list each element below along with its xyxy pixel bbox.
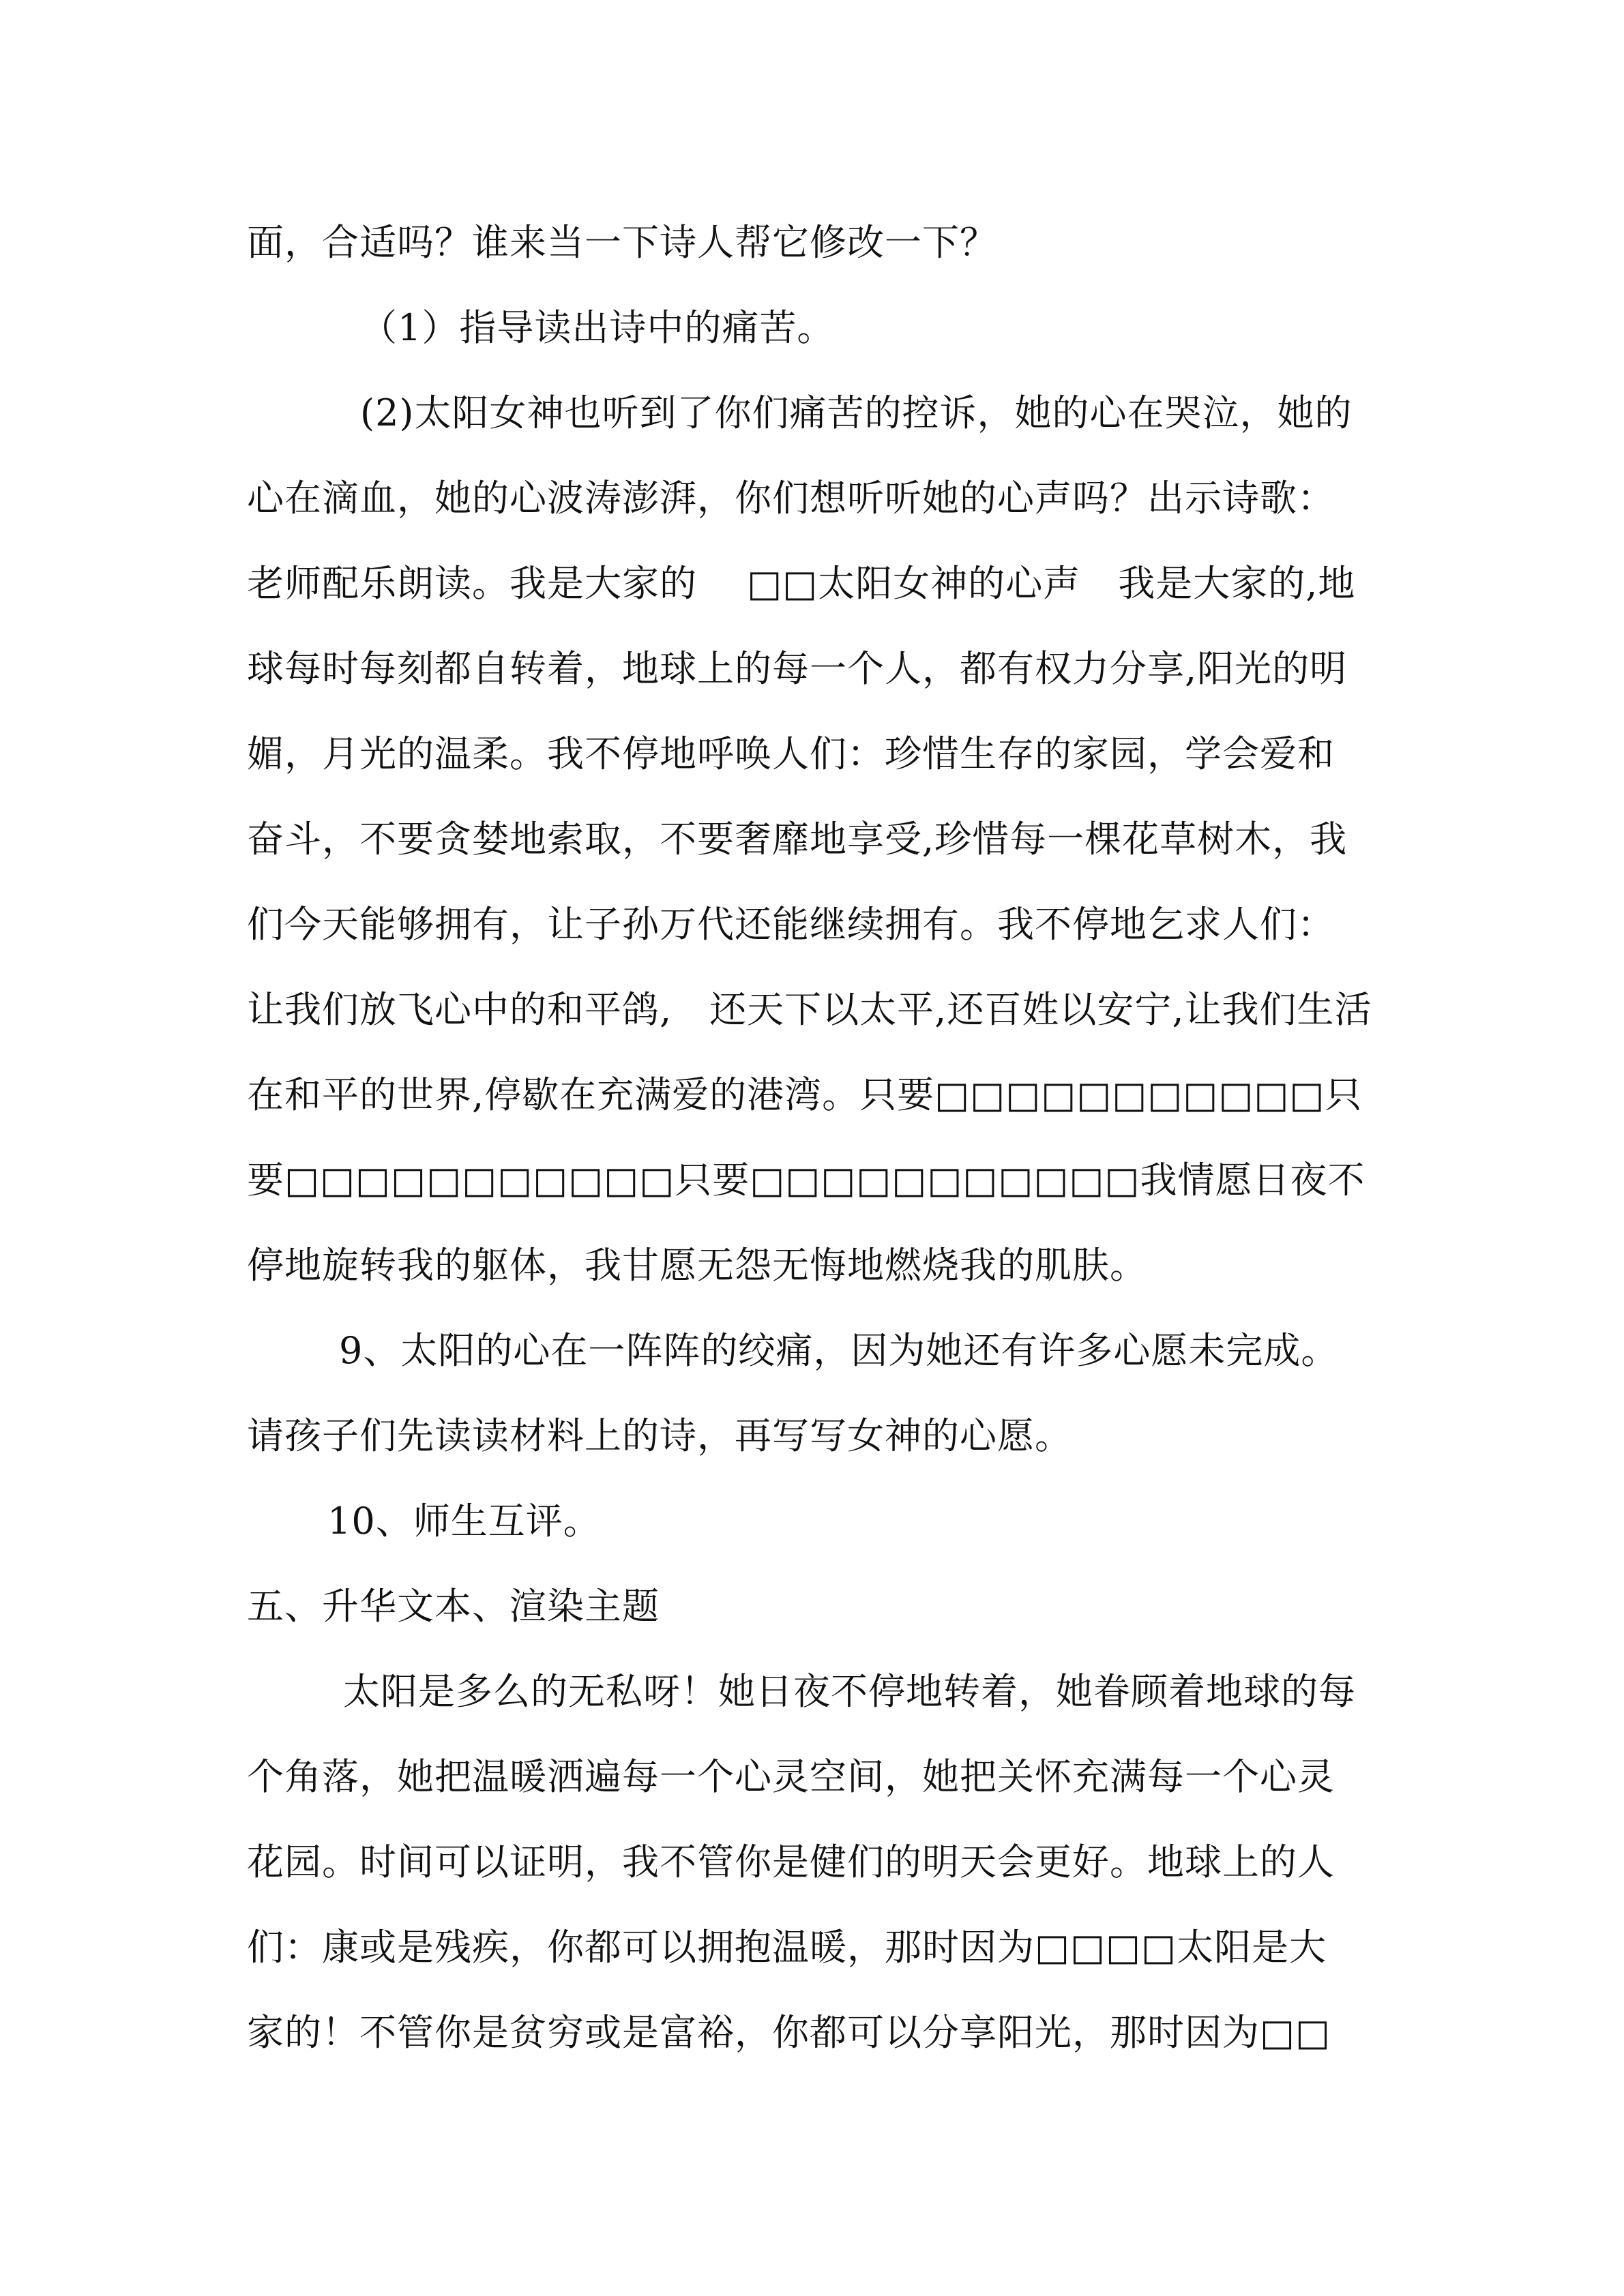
text-line: 们今天能够拥有，让子孙万代还能继续拥有。我不停地乞求人们： <box>247 903 1335 946</box>
section-heading: 五、升华文本、渲染主题 <box>247 1585 660 1628</box>
text-line: 花园。时间可以证明，我不管你是健们的明天会更好。地球上的人 <box>247 1840 1335 1883</box>
text-line: 请孩子们先读读材料上的诗，再写写女神的心愿。 <box>247 1414 1072 1457</box>
text-line: （1）指导读出诗中的痛苦。 <box>360 306 835 349</box>
text-line: 太阳是多么的无私呀！她日夜不停地转着，她眷顾着地球的每 <box>343 1670 1356 1713</box>
text-line: 让我们放飞心中的和平鸽, 还天下以太平,还百姓以安宁,让我们生活 <box>247 988 1372 1031</box>
text-line: (2)太阳女神也听到了你们痛苦的控诉，她的心在哭泣，她的 <box>360 391 1353 434</box>
text-line: 要□□□□□□□□□□□只要□□□□□□□□□□□我情愿日夜不 <box>247 1159 1365 1202</box>
text-line: 面，合适吗？谁来当一下诗人帮它修改一下？ <box>247 221 997 264</box>
text-line: 在和平的世界,停歇在充满爱的港湾。只要□□□□□□□□□□□只 <box>247 1073 1363 1116</box>
text-line: 10、师生互评。 <box>327 1500 601 1542</box>
text-line: 奋斗，不要贪婪地索取，不要奢靡地享受,珍惜每一棵花草树木，我 <box>247 818 1348 861</box>
text-line: 停地旋转我的躯体，我甘愿无怨无悔地燃烧我的肌肤。 <box>247 1244 1147 1287</box>
text-line: 9、太阳的心在一阵阵的绞痛，因为她还有许多心愿未完成。 <box>339 1329 1339 1372</box>
text-line: 心在滴血，她的心波涛澎湃，你们想听听她的心声吗？出示诗歌： <box>247 477 1335 520</box>
text-line: 球每时每刻都自转着，地球上的每一个人，都有权力分享,阳光的明 <box>247 647 1348 690</box>
text-line: 老师配乐朗读。我是大家的 □□太阳女神的心声 我是大家的,地 <box>247 562 1356 605</box>
text-line: 家的！不管你是贫穷或是富裕，你都可以分享阳光，那时因为□□ <box>247 2011 1331 2054</box>
text-line: 媚，月光的温柔。我不停地呼唤人们：珍惜生存的家园，学会爱和 <box>247 732 1335 775</box>
text-line: 个角落，她把温暖洒遍每一个心灵空间，她把关怀充满每一个心灵 <box>247 1755 1335 1798</box>
text-line: 们：康或是残疾，你都可以拥抱温暖，那时因为□□□□太阳是大 <box>247 1926 1327 1969</box>
